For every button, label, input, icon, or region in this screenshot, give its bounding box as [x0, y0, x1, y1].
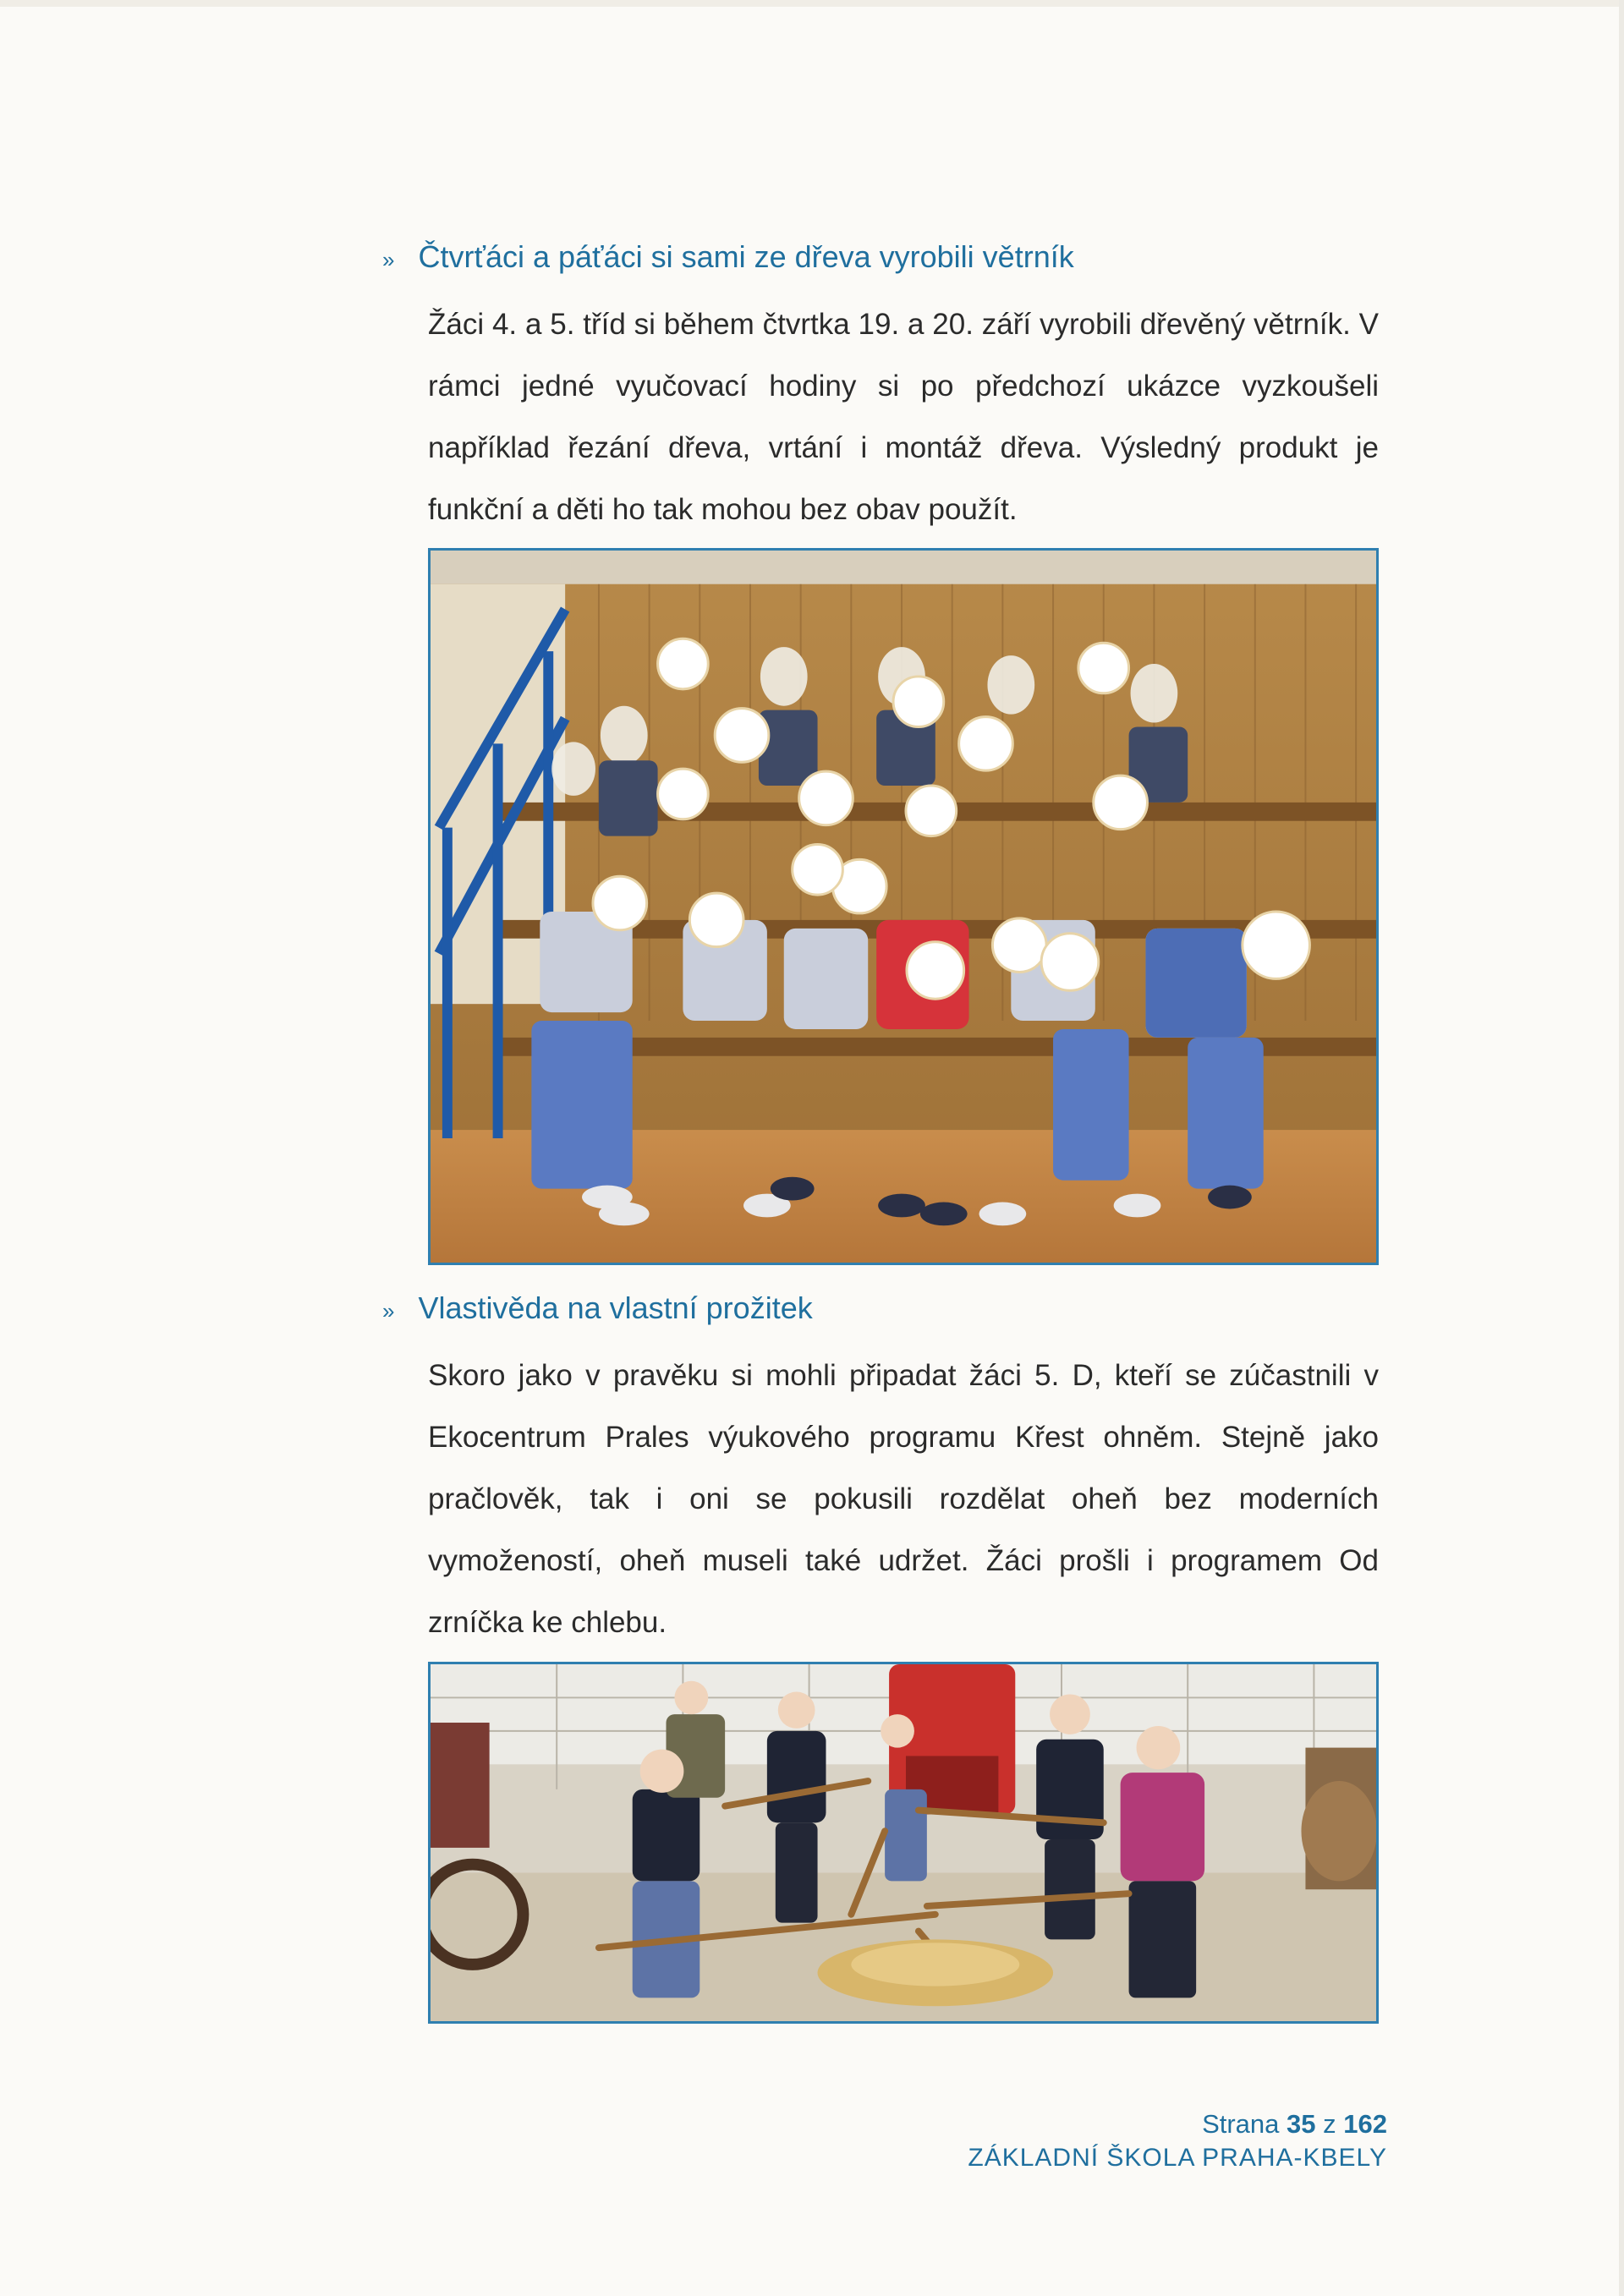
article-history-title: Vlastivěda na vlastní prožitek [418, 1290, 813, 1325]
bullet-icon: » [382, 247, 395, 272]
page-current: 35 [1287, 2109, 1316, 2139]
page-right-edge [1619, 0, 1624, 2296]
photo-children-windmills [428, 548, 1379, 1265]
page-separator: z [1323, 2109, 1336, 2139]
page-label: Strana [1202, 2109, 1280, 2139]
school-name: ZÁKLADNÍ ŠKOLA PRAHA-KBELY [968, 2144, 1387, 2172]
article-windmill [382, 238, 1379, 540]
article-history-heading [382, 1290, 1379, 1329]
page-total: 162 [1343, 2109, 1387, 2139]
photo-children-threshing [428, 1662, 1379, 2024]
page-number [968, 2107, 1387, 2141]
article-history [382, 1290, 1379, 1653]
bullet-icon: » [382, 1298, 395, 1323]
article-windmill-heading [382, 238, 1379, 278]
article-windmill-body: Žáci 4. a 5. tříd si během čtvrtka 19. a 20. září vyrobili dřevěný větrník. V rámci jedné vyučovací hodiny si po předchozí ukázce vyzkoušeli například řezání dřeva, vrtání i montáž dřeva. Výsledný produkt je funkční a děti ho tak mohou bez obav použít. [428, 308, 1379, 526]
article-history-body: Skoro jako v pravěku si mohli připadat žáci 5. D, kteří se zúčastnili v Ekocentrum Prales výukového programu Křest ohněm. Stejně jako pračlověk, tak i oni se pokusili rozdělat oheň bez moderních vymožeností, oheň museli také udržet. Žáci prošli i programem Od zrníčka ke chlebu. [428, 1359, 1379, 1639]
page-edge [0, 0, 1624, 7]
page-footer [968, 2107, 1387, 2175]
article-windmill-title: Čtvrťáci a páťáci si sami ze dřeva vyrobili větrník [418, 239, 1074, 274]
